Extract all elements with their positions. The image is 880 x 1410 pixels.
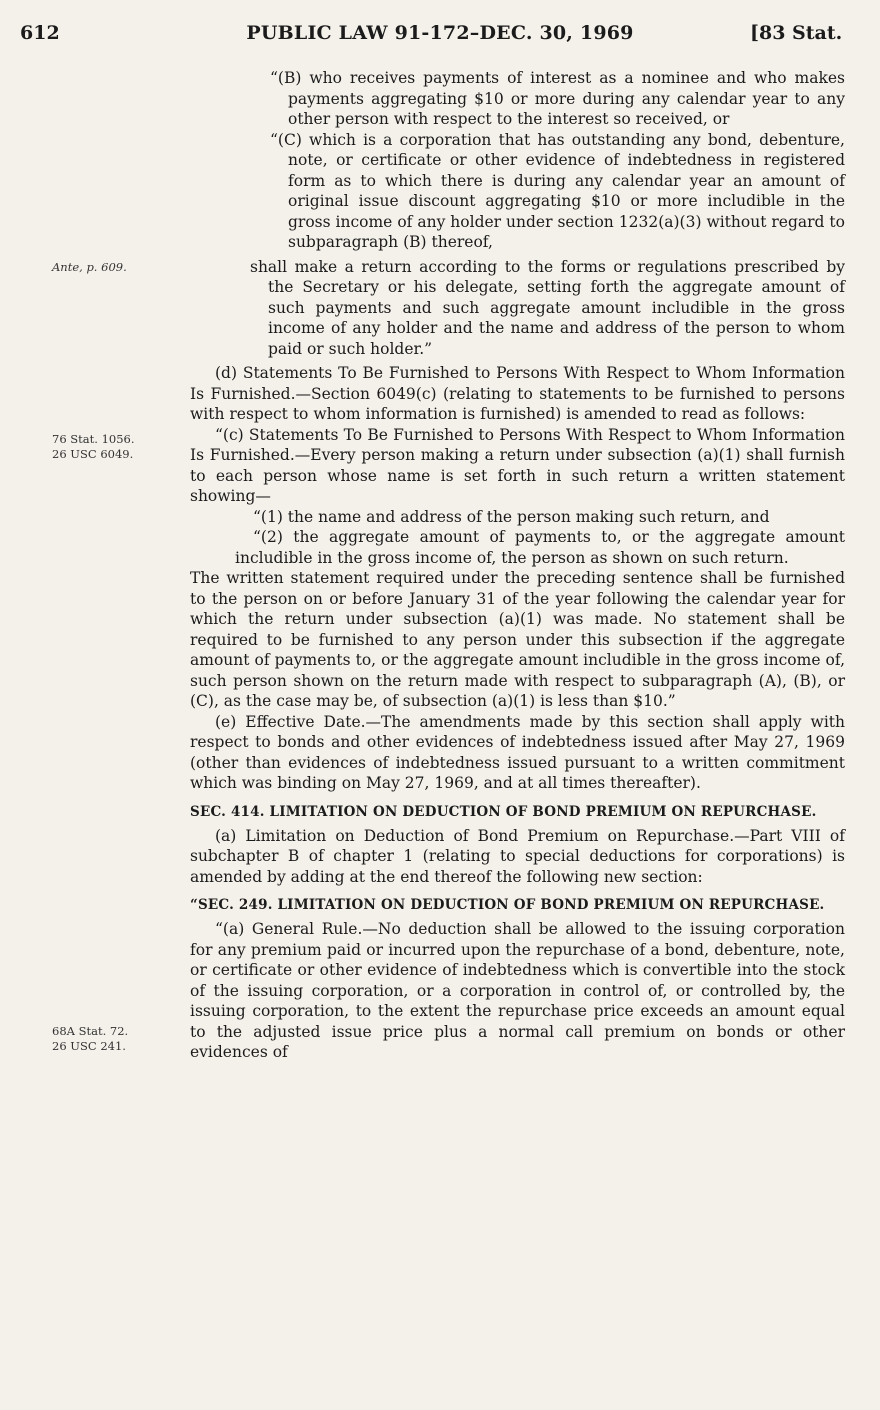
- margin-note-ante: Ante, p. 609.: [52, 260, 127, 274]
- statute-reference: [83 Stat.: [750, 22, 843, 44]
- paragraph-d-c: “(c) Statements To Be Furnished to Persons With Respect to Whom Information Is Furnished.—Every person making a return under subsection (a)(1) shall furnish to each person whose name is set forth in such return a written statement showing—: [190, 425, 845, 505]
- margin-note-stat-1056: 76 Stat. 1056.: [52, 432, 135, 446]
- paragraph-general-rule: “(a) General Rule.—No deduction shall be allowed to the issuing corporation for any premium paid or incurred upon the repurchase of a bond, debenture, note, or certificate or other evidence of indebtedness which is convertible into the stock of the issuing corporation, or a corporation in control of, or controlled by, the issuing corporation, to the extent the repurchase price exceeds an amount equal to the adjusted issue price plus a normal call premium on bonds or other evidences of: [190, 920, 845, 1061]
- section-249-heading: “SEC. 249. LIMITATION ON DEDUCTION OF BOND PREMIUM ON REPURCHASE.: [190, 897, 825, 913]
- paragraph-414-a: (a) Limitation on Deduction of Bond Premium on Repurchase.—Part VIII of subchapter B of chapter 1 (relating to special deductions for corporations) is amended by adding at the end thereof the following new section:: [190, 826, 845, 886]
- paragraph-b: “(B) who receives payments of interest as a nominee and who makes payments aggregating $10 or more during any calendar year to any other person with respect to the interest so received, or: [270, 69, 845, 128]
- paragraph-shall-make-return: shall make a return according to the forms or regulations prescribed by the Secretary or his delegate, setting forth the aggregate amount of such payments and such aggregate amount includible in the gross income of any holder and the name and address of the person to whom paid or such holder.”: [250, 257, 845, 358]
- paragraph-1: “(1) the name and address of the person making such return, and: [253, 507, 770, 526]
- margin-note-usc-241: 26 USC 241.: [52, 1039, 126, 1053]
- body-text: [190, 68, 845, 1063]
- running-head: PUBLIC LAW 91-172–DEC. 30, 1969: [246, 22, 634, 44]
- margin-note-usc-6049: 26 USC 6049.: [52, 447, 134, 461]
- margin-note-stat-72: 68A Stat. 72.: [52, 1024, 129, 1038]
- paragraph-d: (d) Statements To Be Furnished to Persons With Respect to Whom Information Is Furnished.—Section 6049(c) (relating to statements to be furnished to persons with respect to whom information is furnished) is amended to read as follows:: [190, 364, 845, 423]
- paragraph-written-statement: The written statement required under the preceding sentence shall be furnished to the person on or before January 31 of the year following the calendar year for which the return under subsection (a)(1) was made. No statement shall be required to be furnished to any person under this subsection if the aggregate amount of payments to, or the aggregate amount includible in the gross income of, such person shown on the return made with respect to subparagraph (A), (B), or (C), as the case may be, of subsection (a)(1) is less than $10.”: [190, 569, 845, 710]
- paragraph-c: “(C) which is a corporation that has outstanding any bond, debenture, note, or certificate or other evidence of indebtedness in registered form as to which there is during any calendar year an amount of original issue discount aggregating $10 or more includible in the gross income of any holder under section 1232(a)(3) without regard to subparagraph (B) thereof,: [270, 130, 845, 251]
- section-414-heading: SEC. 414. LIMITATION ON DEDUCTION OF BOND PREMIUM ON REPURCHASE.: [190, 803, 817, 820]
- paragraph-2: “(2) the aggregate amount of payments to, or the aggregate amount includible in the gross income of, the person as shown on such return.: [235, 528, 845, 567]
- paragraph-e: (e) Effective Date.—The amendments made by this section shall apply with respect to bonds and other evidences of indebtedness issued after May 27, 1969 (other than evidences of indebtedness issued pursuant to a written commitment which was binding on May 27, 1969, and at all times thereafter).: [190, 712, 845, 792]
- page-number: 612: [20, 22, 60, 44]
